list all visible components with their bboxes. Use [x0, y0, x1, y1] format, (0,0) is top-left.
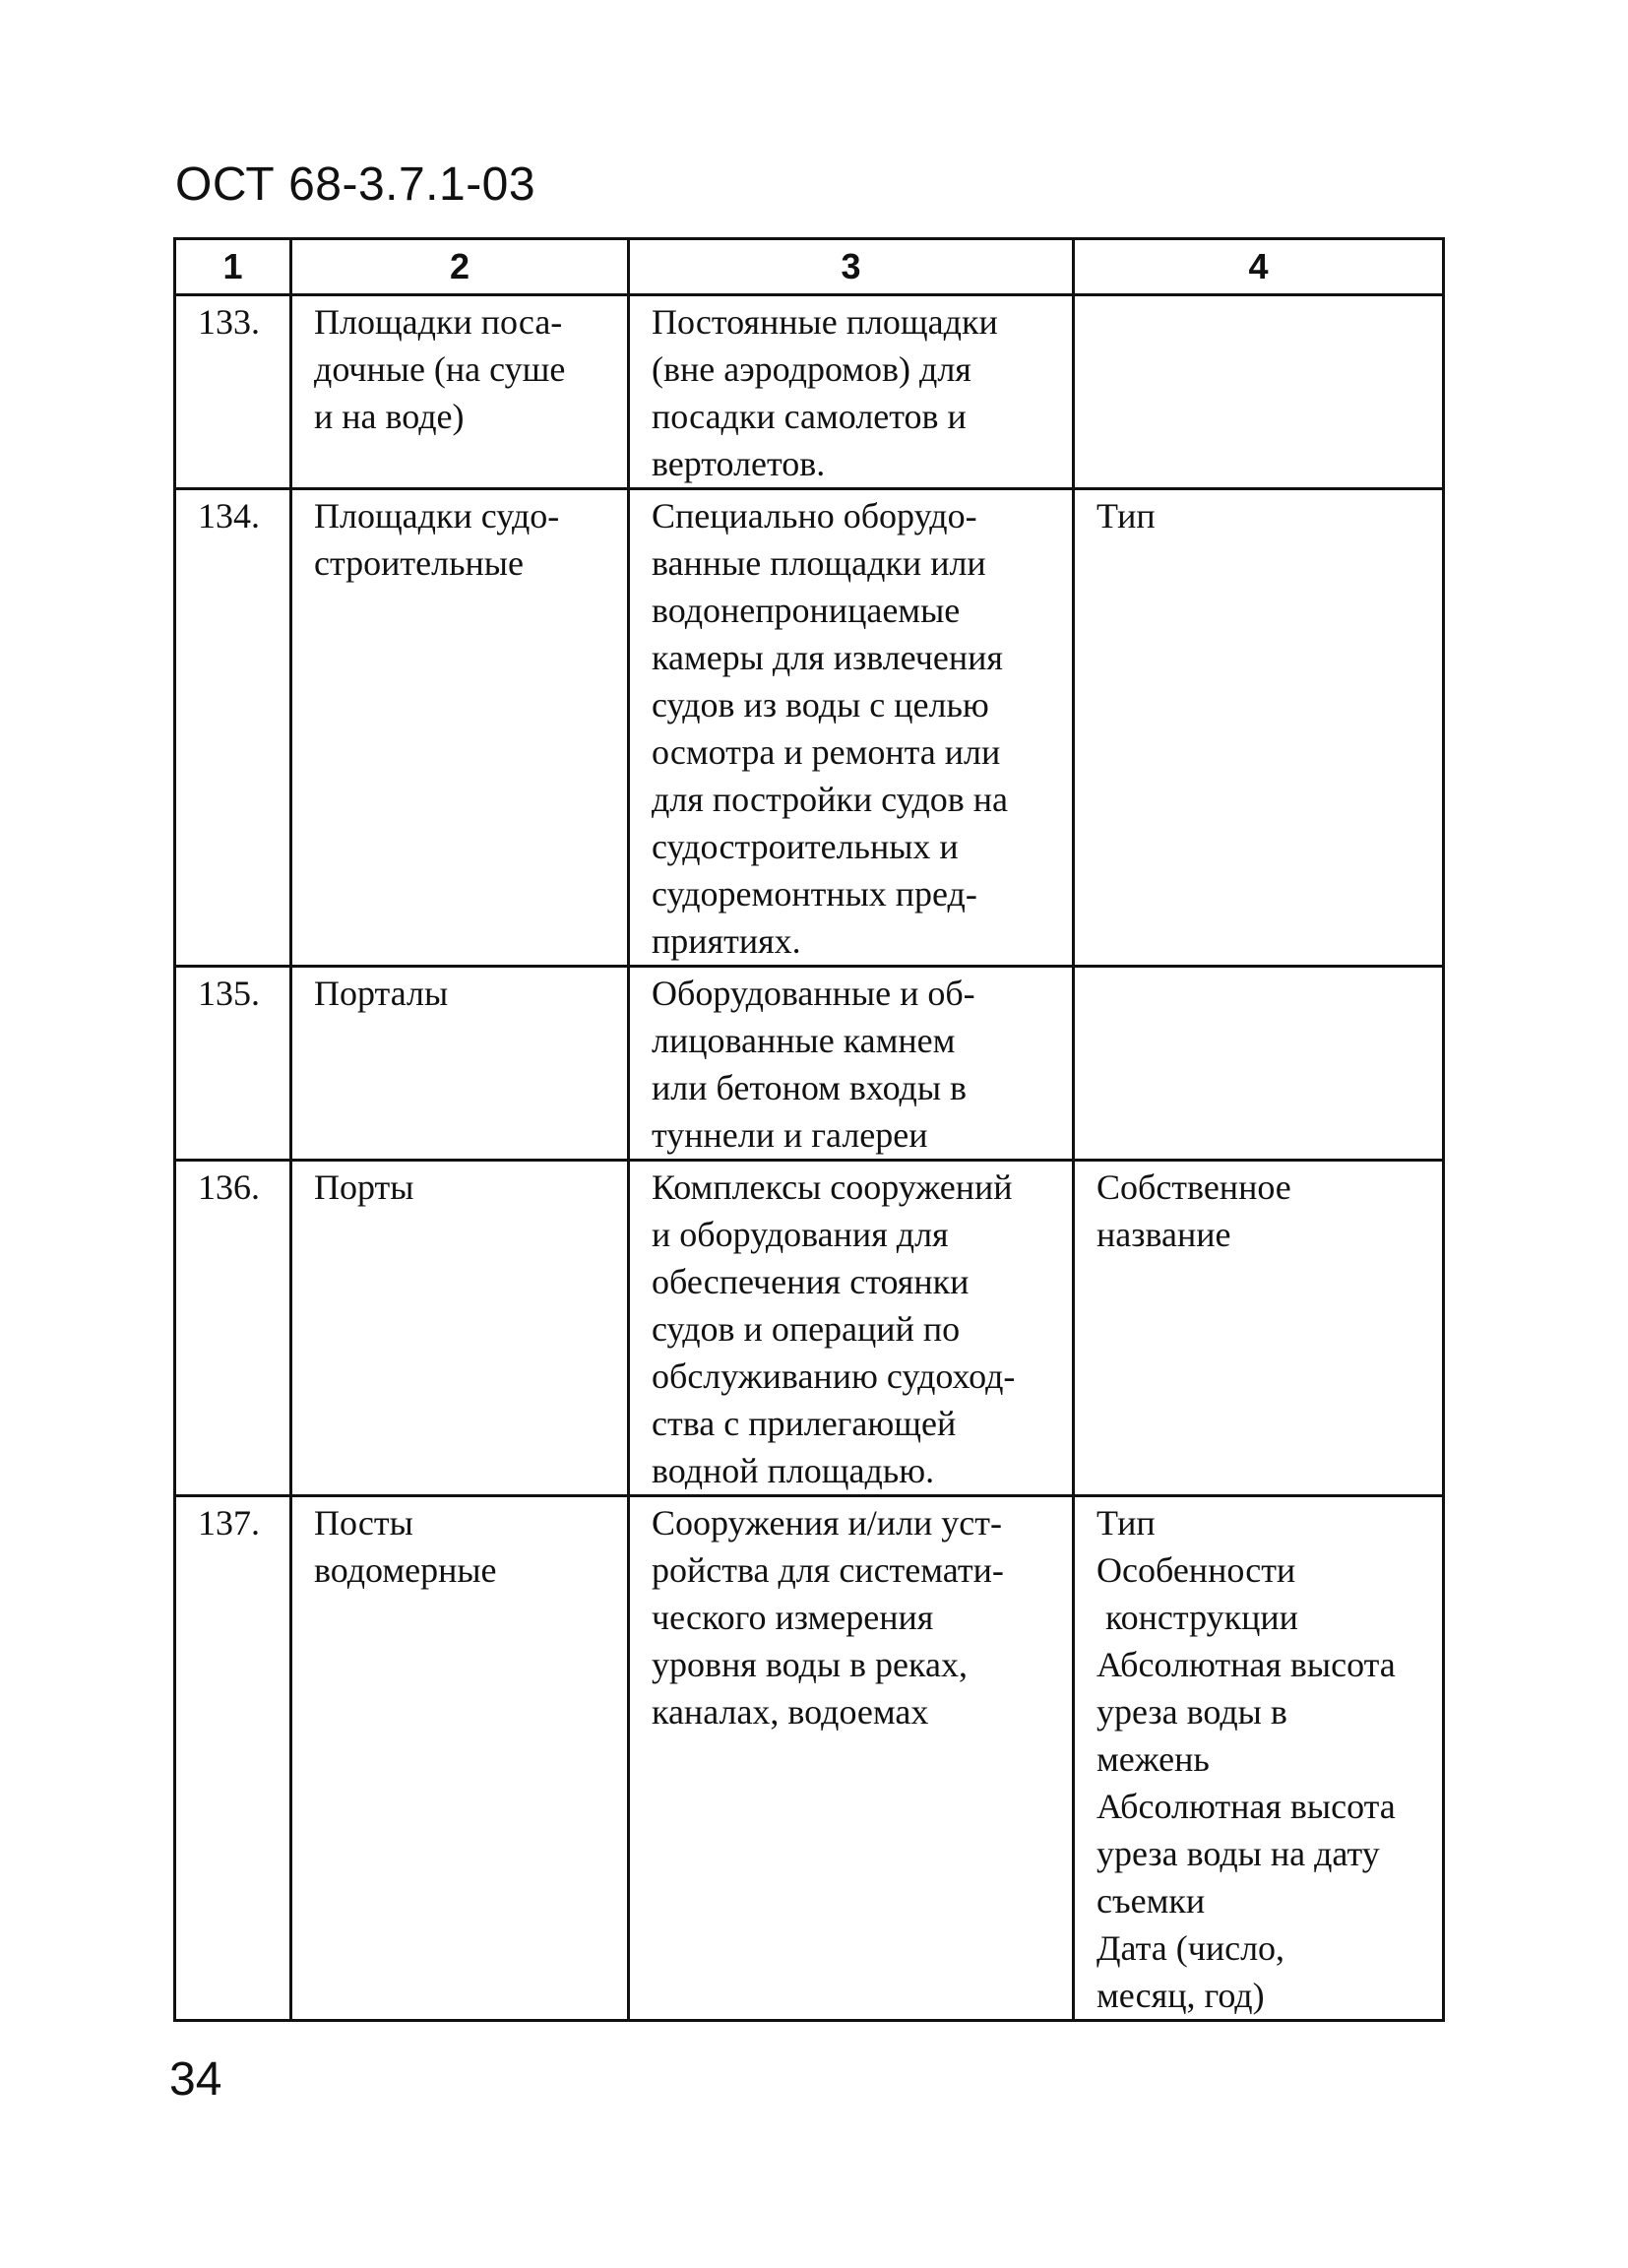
cell-text-line: Комплексы сооружений — [652, 1167, 1013, 1207]
object-description-cell — [629, 967, 1074, 1161]
cell-text-line: межень — [1096, 1739, 1210, 1779]
row-number: 135. — [175, 967, 291, 1161]
cell-text-line: уреза воды в — [1096, 1692, 1287, 1732]
cell-text-line: ства с прилегающей — [652, 1404, 957, 1443]
cell-text-line: Сооружения и/или уст- — [652, 1503, 1002, 1543]
object-name-cell — [291, 967, 629, 1161]
cell-text-line: Посты — [314, 1503, 413, 1543]
column-header-4: 4 — [1074, 239, 1444, 295]
object-description-cell — [629, 1496, 1074, 2021]
cell-text-line: название — [1096, 1215, 1231, 1254]
cell-text-line: Площадки судо- — [314, 496, 560, 536]
table-row — [175, 1161, 1444, 1496]
cell-text-line: водной площадью. — [652, 1451, 935, 1490]
cell-text-line: конструкции — [1096, 1598, 1298, 1637]
cell-text-line: обслуживанию судоход- — [652, 1356, 1016, 1396]
cell-text-line: ческого измерения — [652, 1598, 934, 1637]
table-row — [175, 489, 1444, 967]
classifier-table — [173, 237, 1445, 2022]
cell-text-line: судов из воды с целью — [652, 685, 989, 724]
object-name-cell — [291, 489, 629, 967]
cell-text-line: или бетоном входы в — [652, 1068, 968, 1107]
object-description-cell — [629, 295, 1074, 489]
cell-text-line: Абсолютная высота — [1096, 1645, 1396, 1684]
page-number: 34 — [169, 2053, 222, 2106]
cell-text-line: водомерные — [314, 1550, 497, 1590]
cell-text-line: и оборудования для — [652, 1215, 949, 1254]
object-description-cell — [629, 489, 1074, 967]
cell-text-line: ванные площадки или — [652, 543, 986, 583]
cell-text-line: вертолетов. — [652, 444, 826, 483]
cell-text-line: судостроительных и — [652, 827, 959, 866]
object-attributes-cell — [1074, 1161, 1444, 1496]
column-header-3: 3 — [629, 239, 1074, 295]
row-number: 136. — [175, 1161, 291, 1496]
cell-text-line: строительные — [314, 543, 524, 583]
cell-text-line: приятиях. — [652, 921, 801, 961]
cell-text-line: судов и операций по — [652, 1309, 961, 1349]
cell-text-line: судоремонтных пред- — [652, 874, 977, 914]
document-code: ОСТ 68-3.7.1-03 — [175, 158, 536, 211]
cell-text-line: Специально оборудо- — [652, 496, 977, 536]
cell-text-line: месяц, год) — [1096, 1976, 1265, 2015]
object-attributes-cell — [1074, 295, 1444, 489]
table-row — [175, 295, 1444, 489]
cell-text-line: камеры для извлечения — [652, 638, 1003, 677]
cell-text-line: (вне аэродромов) для — [652, 349, 971, 389]
cell-text-line: уреза воды на дату — [1096, 1834, 1380, 1873]
cell-text-line: осмотра и ремонта или — [652, 732, 1001, 772]
cell-text-line: посадки самолетов и — [652, 397, 967, 436]
cell-text-line: Тип — [1096, 1503, 1156, 1543]
table-header-row — [175, 239, 1444, 295]
object-attributes-cell — [1074, 489, 1444, 967]
cell-text-line: туннели и галереи — [652, 1115, 928, 1155]
cell-text-line: и на воде) — [314, 397, 465, 436]
cell-text-line: обеспечения стоянки — [652, 1262, 970, 1301]
object-name-cell — [291, 1161, 629, 1496]
cell-text-line: ройства для системати- — [652, 1550, 1004, 1590]
cell-text-line: каналах, водоемах — [652, 1692, 929, 1732]
cell-text-line: Тип — [1096, 496, 1156, 536]
column-header-1: 1 — [175, 239, 291, 295]
cell-text-line: Дата (число, — [1096, 1928, 1285, 1968]
cell-text-line: Собственное — [1096, 1167, 1291, 1207]
cell-text-line: Оборудованные и об- — [652, 974, 975, 1013]
row-number: 133. — [175, 295, 291, 489]
object-name-cell — [291, 1496, 629, 2021]
cell-text-line: уровня воды в реках, — [652, 1645, 968, 1684]
column-header-2: 2 — [291, 239, 629, 295]
cell-text-line: лицованные камнем — [652, 1021, 956, 1060]
object-name-cell — [291, 295, 629, 489]
row-number: 134. — [175, 489, 291, 967]
object-attributes-cell — [1074, 1496, 1444, 2021]
object-attributes-cell — [1074, 967, 1444, 1161]
cell-text-line: Порталы — [314, 974, 449, 1013]
row-number: 137. — [175, 1496, 291, 2021]
object-description-cell — [629, 1161, 1074, 1496]
cell-text-line: дочные (на суше — [314, 349, 566, 389]
cell-text-line: съемки — [1096, 1881, 1206, 1921]
cell-text-line: Порты — [314, 1167, 414, 1207]
cell-text-line: Абсолютная высота — [1096, 1787, 1396, 1826]
table-row — [175, 967, 1444, 1161]
cell-text-line: Постоянные площадки — [652, 302, 998, 342]
cell-text-line: Особенности — [1096, 1550, 1296, 1590]
cell-text-line: для постройки судов на — [652, 780, 1008, 819]
cell-text-line: водонепроницаемые — [652, 591, 961, 630]
cell-text-line: Площадки поса- — [314, 302, 563, 342]
table-row — [175, 1496, 1444, 2021]
